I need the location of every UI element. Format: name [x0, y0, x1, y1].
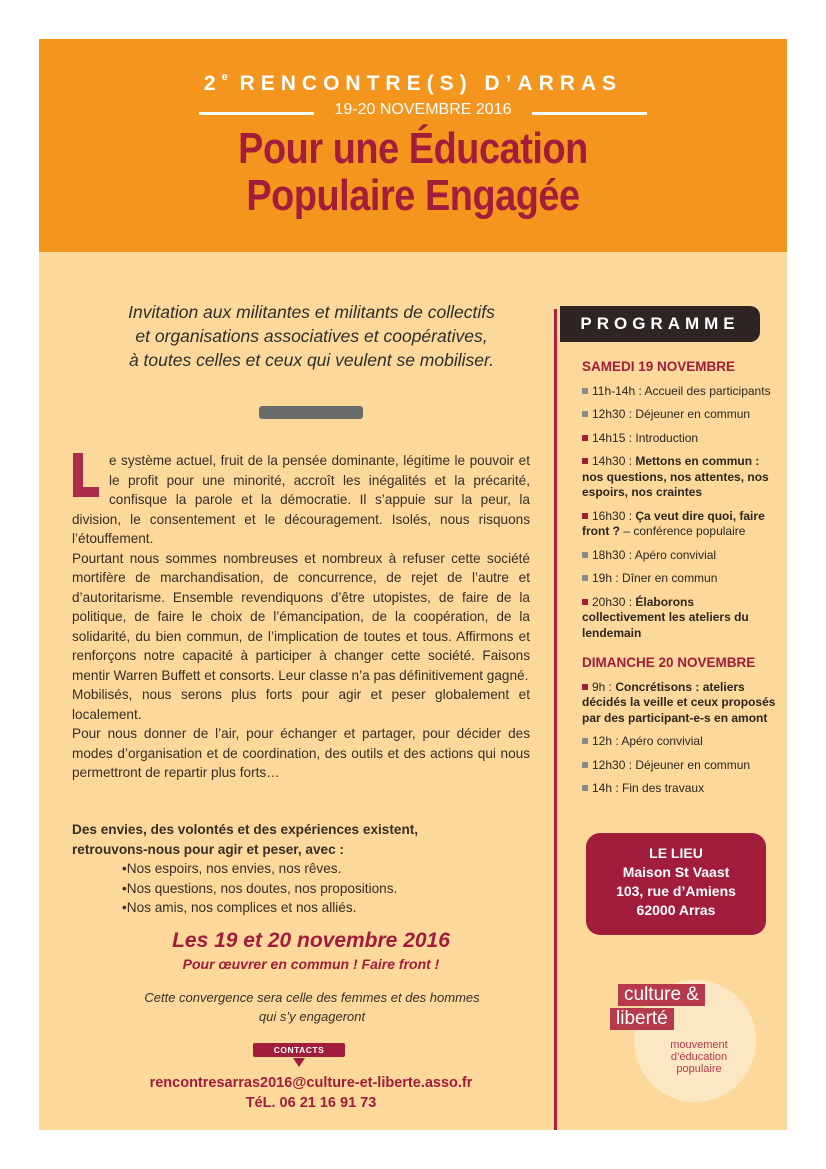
programme-item-plain: Apéro convivial [634, 547, 717, 562]
culture-et-liberte-logo: culture & liberté mouvement d’éducation populaire [610, 974, 760, 1094]
programme-item [582, 431, 778, 447]
day-heading: SAMEDI 19 NOVEMBRE [582, 359, 736, 374]
event-slogan: Pour œuvrer en commun ! Faire front ! [182, 956, 440, 972]
bullet-square-icon [582, 411, 588, 417]
body-text [72, 451, 530, 783]
programme-item-plain: Déjeuner en commun [635, 407, 751, 421]
programme-item-plain: Introduction [635, 430, 699, 445]
logo-subtitle: mouvement d’éducation populaire [670, 1039, 728, 1075]
programme-item-time: 14h15 : [592, 430, 636, 445]
programme-item-bold: Ça veut dire quoi, faire front ? [582, 508, 765, 538]
programme-list [582, 359, 778, 805]
paragraph-4: Pour nous donner de l’air, pour échanger et partager, pour décider des modes d’organisation et de coordination, des outils et des actions qui nous permettront de repartir plus forts… [72, 726, 530, 780]
programme-item [582, 781, 778, 797]
programme-item-plain: Dîner en commun [622, 571, 718, 585]
section-separator [259, 406, 363, 419]
programme-item-bold: Élaborons collectivement les ateliers du lendemain [582, 594, 749, 640]
event-date: 19-20 NOVEMBRE 2016 [334, 101, 512, 118]
envies-block: Des envies, des volontés et des expériences existent, retrouvons-nous pour agir et peser, avec : • Nos espoirs, nos envies, nos rêves. • Nos questions, nos doutes, nos propositions. • Nos amis, nos complices et nos alliés. [72, 820, 532, 918]
programme-item-time: 12h : [592, 734, 622, 748]
programme-item-plain: Fin des travaux [622, 781, 705, 795]
programme-heading: PROGRAMME [560, 306, 760, 342]
dropcap-l-icon [73, 453, 99, 497]
programme-item-bold: Mettons en commun : nos questions, nos attentes, nos espoirs, nos craintes [582, 454, 769, 499]
bullet-square-icon [582, 513, 588, 519]
programme-item [582, 680, 778, 727]
invitation-intro: Invitation aux militantes et militants de collectifs et organisations associatives et coopératives, à toutes celles et ceux qui veulent se mobiliser. [128, 302, 495, 370]
paragraph-2: Pourtant nous sommes nombreuses et nombreux à refuser cette société mortifère de marchandisation, de concurrence, de rejet de l’autre et d’autoritarisme. Ensemble revendiquons d’être utopistes, de faire de la politique, de faire le choix de l’émancipation, de la coopération, de la solidarité, du bien commun, de l’implication de toutes et tous. Affirmons et renforçons notre capacité à participer à changer cette société. Faisons mentir Warren Buffett et consorts. Leur classe n’a pas définitivement gagné. [72, 550, 530, 683]
list-item: • Nos questions, nos doutes, nos propositions. [122, 879, 532, 899]
programme-item-time: 12h30 : [592, 757, 636, 772]
date-rule-right [532, 112, 647, 115]
bullet-square-icon [582, 575, 588, 581]
list-item: • Nos amis, nos complices et nos alliés. [122, 898, 532, 918]
event-title: Pour une Éducation Populaire Engagée [238, 124, 588, 220]
programme-item [582, 595, 778, 642]
paragraph-1: e système actuel, fruit de la pensée dominante, légitime le pouvoir et le profit pour une minorité, accroît les inégalités et la précarité, confisque la parole et la démocratie. Il s’appuie sur la peur, la division, le consentement et le découragement. Isolés, nous risquons l’étouffement. [72, 453, 530, 546]
programme-item-time: 19h : [592, 571, 623, 585]
programme-item [582, 454, 778, 501]
programme-item-time: 16h30 : [592, 508, 636, 523]
bullet-square-icon [582, 552, 588, 558]
programme-item-time: 12h30 : [592, 407, 636, 421]
event-kicker: 2e RENCONTRE(S) D’ARRAS [203, 71, 623, 95]
programme-item [582, 407, 778, 423]
flyer-sheet [39, 39, 787, 1130]
programme-item-plain: Apéro convivial [621, 734, 703, 748]
programme-item-time: 18h30 : [592, 547, 635, 562]
programme-item-tail: – conférence populaire [620, 524, 746, 538]
programme-item [582, 384, 778, 400]
column-divider [554, 309, 557, 1130]
programme-item-time: 14h30 : [592, 454, 636, 468]
programme-item-time: 11h-14h : [592, 383, 645, 398]
programme-item [582, 734, 778, 750]
programme-item [582, 509, 778, 540]
bullet-square-icon [582, 458, 588, 464]
contact-email-link[interactable]: rencontresarras2016@culture-et-liberte.asso.fr [149, 1075, 473, 1091]
programme-item-time: 9h : [592, 679, 616, 694]
programme-item [582, 758, 778, 774]
contact-phone: TéL. 06 21 16 91 73 [245, 1095, 377, 1111]
bullet-square-icon [582, 599, 588, 605]
venue-box: LE LIEU Maison St Vaast 103, rue d’Amiens 62000 Arras [586, 833, 766, 935]
event-date-row [199, 101, 647, 125]
bullet-square-icon [582, 388, 588, 394]
programme-item-bold: Concrétisons : ateliers décidés la veille et ceux proposés par des participant-e-s en amont [582, 679, 776, 725]
day-heading: DIMANCHE 20 NOVEMBRE [582, 655, 756, 670]
programme-item-time: 14h : [592, 781, 623, 795]
list-item: • Nos espoirs, nos envies, nos rêves. [122, 859, 532, 879]
programme-item [582, 571, 778, 587]
convergence-text: Cette convergence sera celle des femmes et des hommes qui s’y engageront [144, 990, 480, 1024]
programme-item-plain: Déjeuner en commun [635, 757, 751, 772]
programme-item-time: 20h30 : [592, 594, 636, 609]
paragraph-3: Mobilisés, nous serons plus forts pour agir et peser globalement et localement. [72, 687, 530, 722]
envies-list [72, 859, 532, 918]
arrow-down-icon [293, 1058, 305, 1067]
bullet-square-icon [582, 785, 588, 791]
bullet-square-icon [582, 738, 588, 744]
header-banner [39, 39, 787, 252]
bullet-square-icon [582, 435, 588, 441]
bullet-square-icon [582, 762, 588, 768]
programme-item [582, 548, 778, 564]
programme-item-plain: Accueil des participants [644, 383, 771, 398]
event-dates-headline: Les 19 et 20 novembre 2016 [172, 929, 450, 952]
bullet-square-icon [582, 684, 588, 690]
contacts-label: CONTACTS [253, 1043, 345, 1057]
